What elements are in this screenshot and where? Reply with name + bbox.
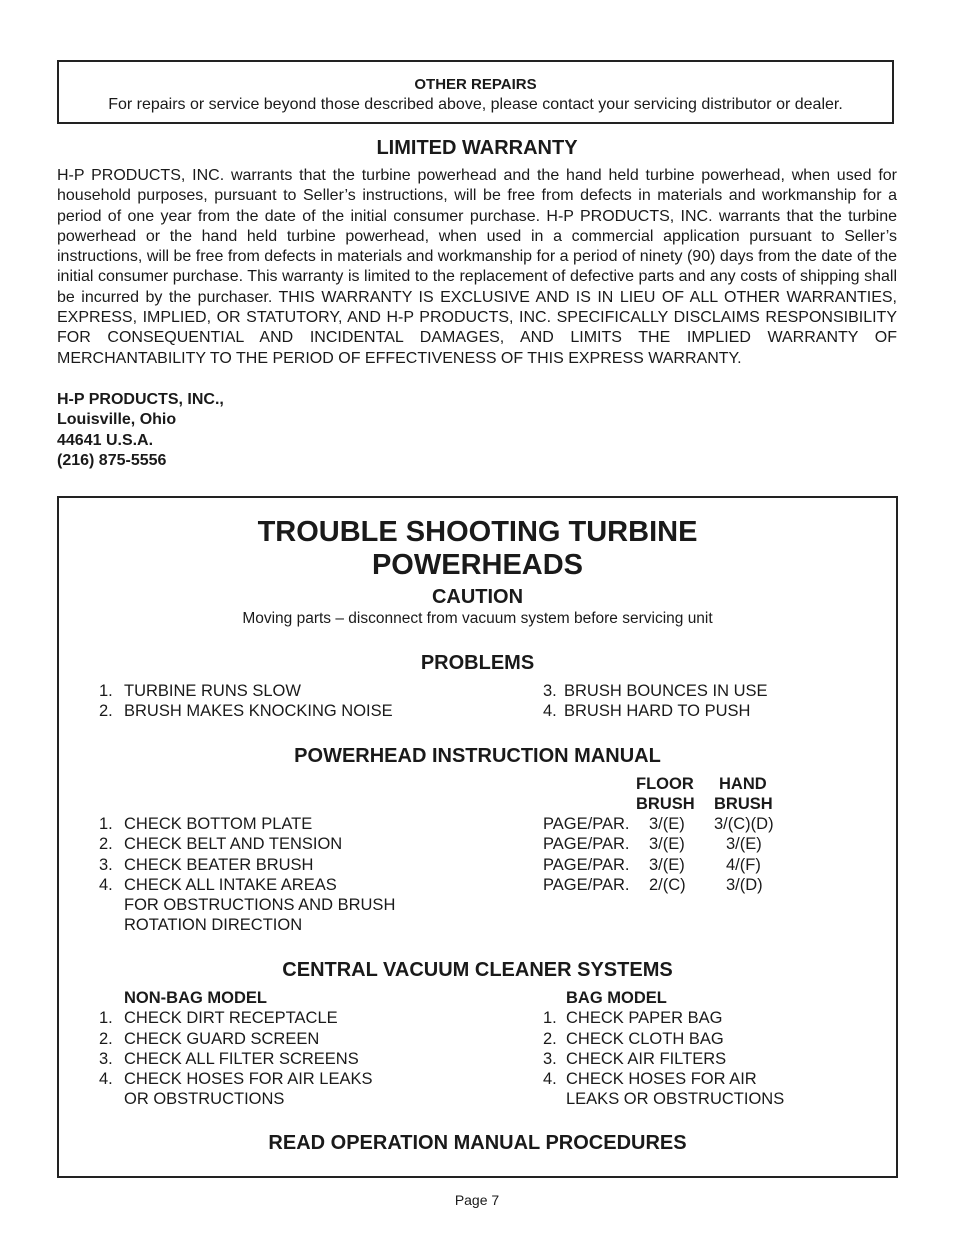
manual-heading: POWERHEAD INSTRUCTION MANUAL xyxy=(294,745,661,767)
troubleshooting-title-line2: POWERHEADS xyxy=(371,549,584,581)
manual-row-text: CHECK BEATER BRUSH xyxy=(124,856,314,874)
manual-row-ref: PAGE/PAR. xyxy=(543,835,630,853)
hand-brush-header-line1: HAND xyxy=(719,775,767,793)
bag-item-number: 4. xyxy=(543,1070,557,1088)
company-address xyxy=(57,390,224,471)
manual-row-floor: 3/(E) xyxy=(649,815,685,833)
problem-text: TURBINE RUNS SLOW xyxy=(124,682,301,700)
bag-item-number: 3. xyxy=(543,1050,557,1068)
warranty-paragraph: H-P PRODUCTS, INC. warrants that the turbine powerhead and the hand held turbine powerhead, when used for household purposes, pursuant to Seller’s instructions, will be free from defects in materials and workmanship for a period of one year from the date of the initial consumer purchase. H-P PRODUCTS, INC. warrants that the turbine powerhead or the hand held turbine powerhead, when used in a commercial application pursuant to Seller’s instructions, will be free from defects in materials and workmanship for a period of ninety (90) days from the date of the initial consumer purchase. This warranty is limited to the replacement of defective parts and any costs of shipping shall be incurred by the purchaser. THIS WARRANTY IS EXCLUSIVE AND IS IN LIEU OF ALL OTHER WARRANTIES, EXPRESS, IMPLIED, OR STATUTORY, AND H-P PRODUCTS, INC. SPECIFICALLY DISCLAIMS RESPONSIBILITY FOR CONSEQUENTIAL AND INCIDENTAL DAMAGES, AND LIMITS THE IMPLIED WARRANTY OF MERCHANTABILITY TO THE PERIOD OF EFFECTIVENESS OF THIS EXPRESS WARRANTY. xyxy=(57,167,897,367)
floor-brush-header-line1: FLOOR xyxy=(636,775,694,793)
manual-row-number: 2. xyxy=(99,835,113,853)
manual-row-ref: PAGE/PAR. xyxy=(543,876,630,894)
manual-row-ref: PAGE/PAR. xyxy=(543,856,630,874)
manual-row-text: CHECK BELT AND TENSION xyxy=(124,835,343,853)
non-bag-item-number: 1. xyxy=(99,1009,113,1027)
manual-row-number: 4. xyxy=(99,876,113,894)
bag-item-number: 2. xyxy=(543,1030,557,1048)
bag-item-text: CHECK AIR FILTERS xyxy=(566,1050,727,1068)
manual-row-floor: 3/(E) xyxy=(649,856,685,874)
troubleshooting-box xyxy=(57,496,898,1178)
bag-item-text: CHECK PAPER BAG xyxy=(566,1009,723,1027)
problem-number: 4. xyxy=(543,702,557,720)
non-bag-title: NON-BAG MODEL xyxy=(124,989,267,1007)
problem-text: BRUSH HARD TO PUSH xyxy=(564,702,751,720)
other-repairs-box xyxy=(57,60,894,124)
non-bag-item-number: 4. xyxy=(99,1070,113,1088)
bag-item-text: CHECK HOSES FOR AIR xyxy=(566,1070,757,1088)
problems-heading: PROBLEMS xyxy=(420,652,535,674)
bag-item-text: LEAKS OR OBSTRUCTIONS xyxy=(566,1090,785,1108)
manual-row-number: 3. xyxy=(99,856,113,874)
problem-text: BRUSH BOUNCES IN USE xyxy=(564,682,768,700)
non-bag-item-text: OR OBSTRUCTIONS xyxy=(124,1090,285,1108)
non-bag-item-text: CHECK DIRT RECEPTACLE xyxy=(124,1009,338,1027)
manual-row-text: ROTATION DIRECTION xyxy=(124,916,303,934)
hand-brush-header-line2: BRUSH xyxy=(714,795,773,813)
problem-number: 3. xyxy=(543,682,557,700)
problem-text: BRUSH MAKES KNOCKING NOISE xyxy=(124,702,393,720)
bag-item-text: CHECK CLOTH BAG xyxy=(566,1030,724,1048)
warranty-heading: LIMITED WARRANTY xyxy=(376,137,578,159)
problem-number: 2. xyxy=(99,702,113,720)
company-phone: (216) 875-5556 xyxy=(57,451,167,469)
manual-row-text: FOR OBSTRUCTIONS AND BRUSH xyxy=(124,896,396,914)
manual-row-text: CHECK ALL INTAKE AREAS xyxy=(124,876,337,894)
operation-manual-heading: READ OPERATION MANUAL PROCEDURES xyxy=(268,1132,687,1154)
problem-number: 1. xyxy=(99,682,113,700)
other-repairs-title: OTHER REPAIRS xyxy=(414,76,537,93)
troubleshooting-title-line1: TROUBLE SHOOTING TURBINE xyxy=(257,516,698,548)
manual-row-floor: 3/(E) xyxy=(649,835,685,853)
manual-row-hand: 4/(F) xyxy=(726,856,761,874)
non-bag-item-number: 3. xyxy=(99,1050,113,1068)
manual-row-hand: 3/(D) xyxy=(726,876,763,894)
manual-row-floor: 2/(C) xyxy=(649,876,686,894)
manual-row-text: CHECK BOTTOM PLATE xyxy=(124,815,313,833)
non-bag-item-text: CHECK ALL FILTER SCREENS xyxy=(124,1050,359,1068)
company-zip: 44641 U.S.A. xyxy=(57,431,154,449)
bag-title: BAG MODEL xyxy=(566,989,667,1007)
non-bag-item-text: CHECK GUARD SCREEN xyxy=(124,1030,320,1048)
other-repairs-text: For repairs or service beyond those described above, please contact your servicing distributor or dealer. xyxy=(108,96,843,113)
company-city: Louisville, Ohio xyxy=(57,411,177,429)
warranty-body xyxy=(57,166,897,369)
non-bag-item-number: 2. xyxy=(99,1030,113,1048)
manual-row-hand: 3/(C)(D) xyxy=(714,815,774,833)
manual-row-hand: 3/(E) xyxy=(726,835,762,853)
caution-text: Moving parts – disconnect from vacuum system before servicing unit xyxy=(242,610,713,627)
bag-item-number: 1. xyxy=(543,1009,557,1027)
caution-heading: CAUTION xyxy=(431,586,524,608)
manual-row-ref: PAGE/PAR. xyxy=(543,815,630,833)
floor-brush-header-line2: BRUSH xyxy=(636,795,695,813)
non-bag-item-text: CHECK HOSES FOR AIR LEAKS xyxy=(124,1070,373,1088)
page-number: Page 7 xyxy=(454,1192,500,1208)
manual-row-number: 1. xyxy=(99,815,113,833)
central-heading: CENTRAL VACUUM CLEANER SYSTEMS xyxy=(282,959,673,981)
company-name: H-P PRODUCTS, INC., xyxy=(57,391,224,408)
